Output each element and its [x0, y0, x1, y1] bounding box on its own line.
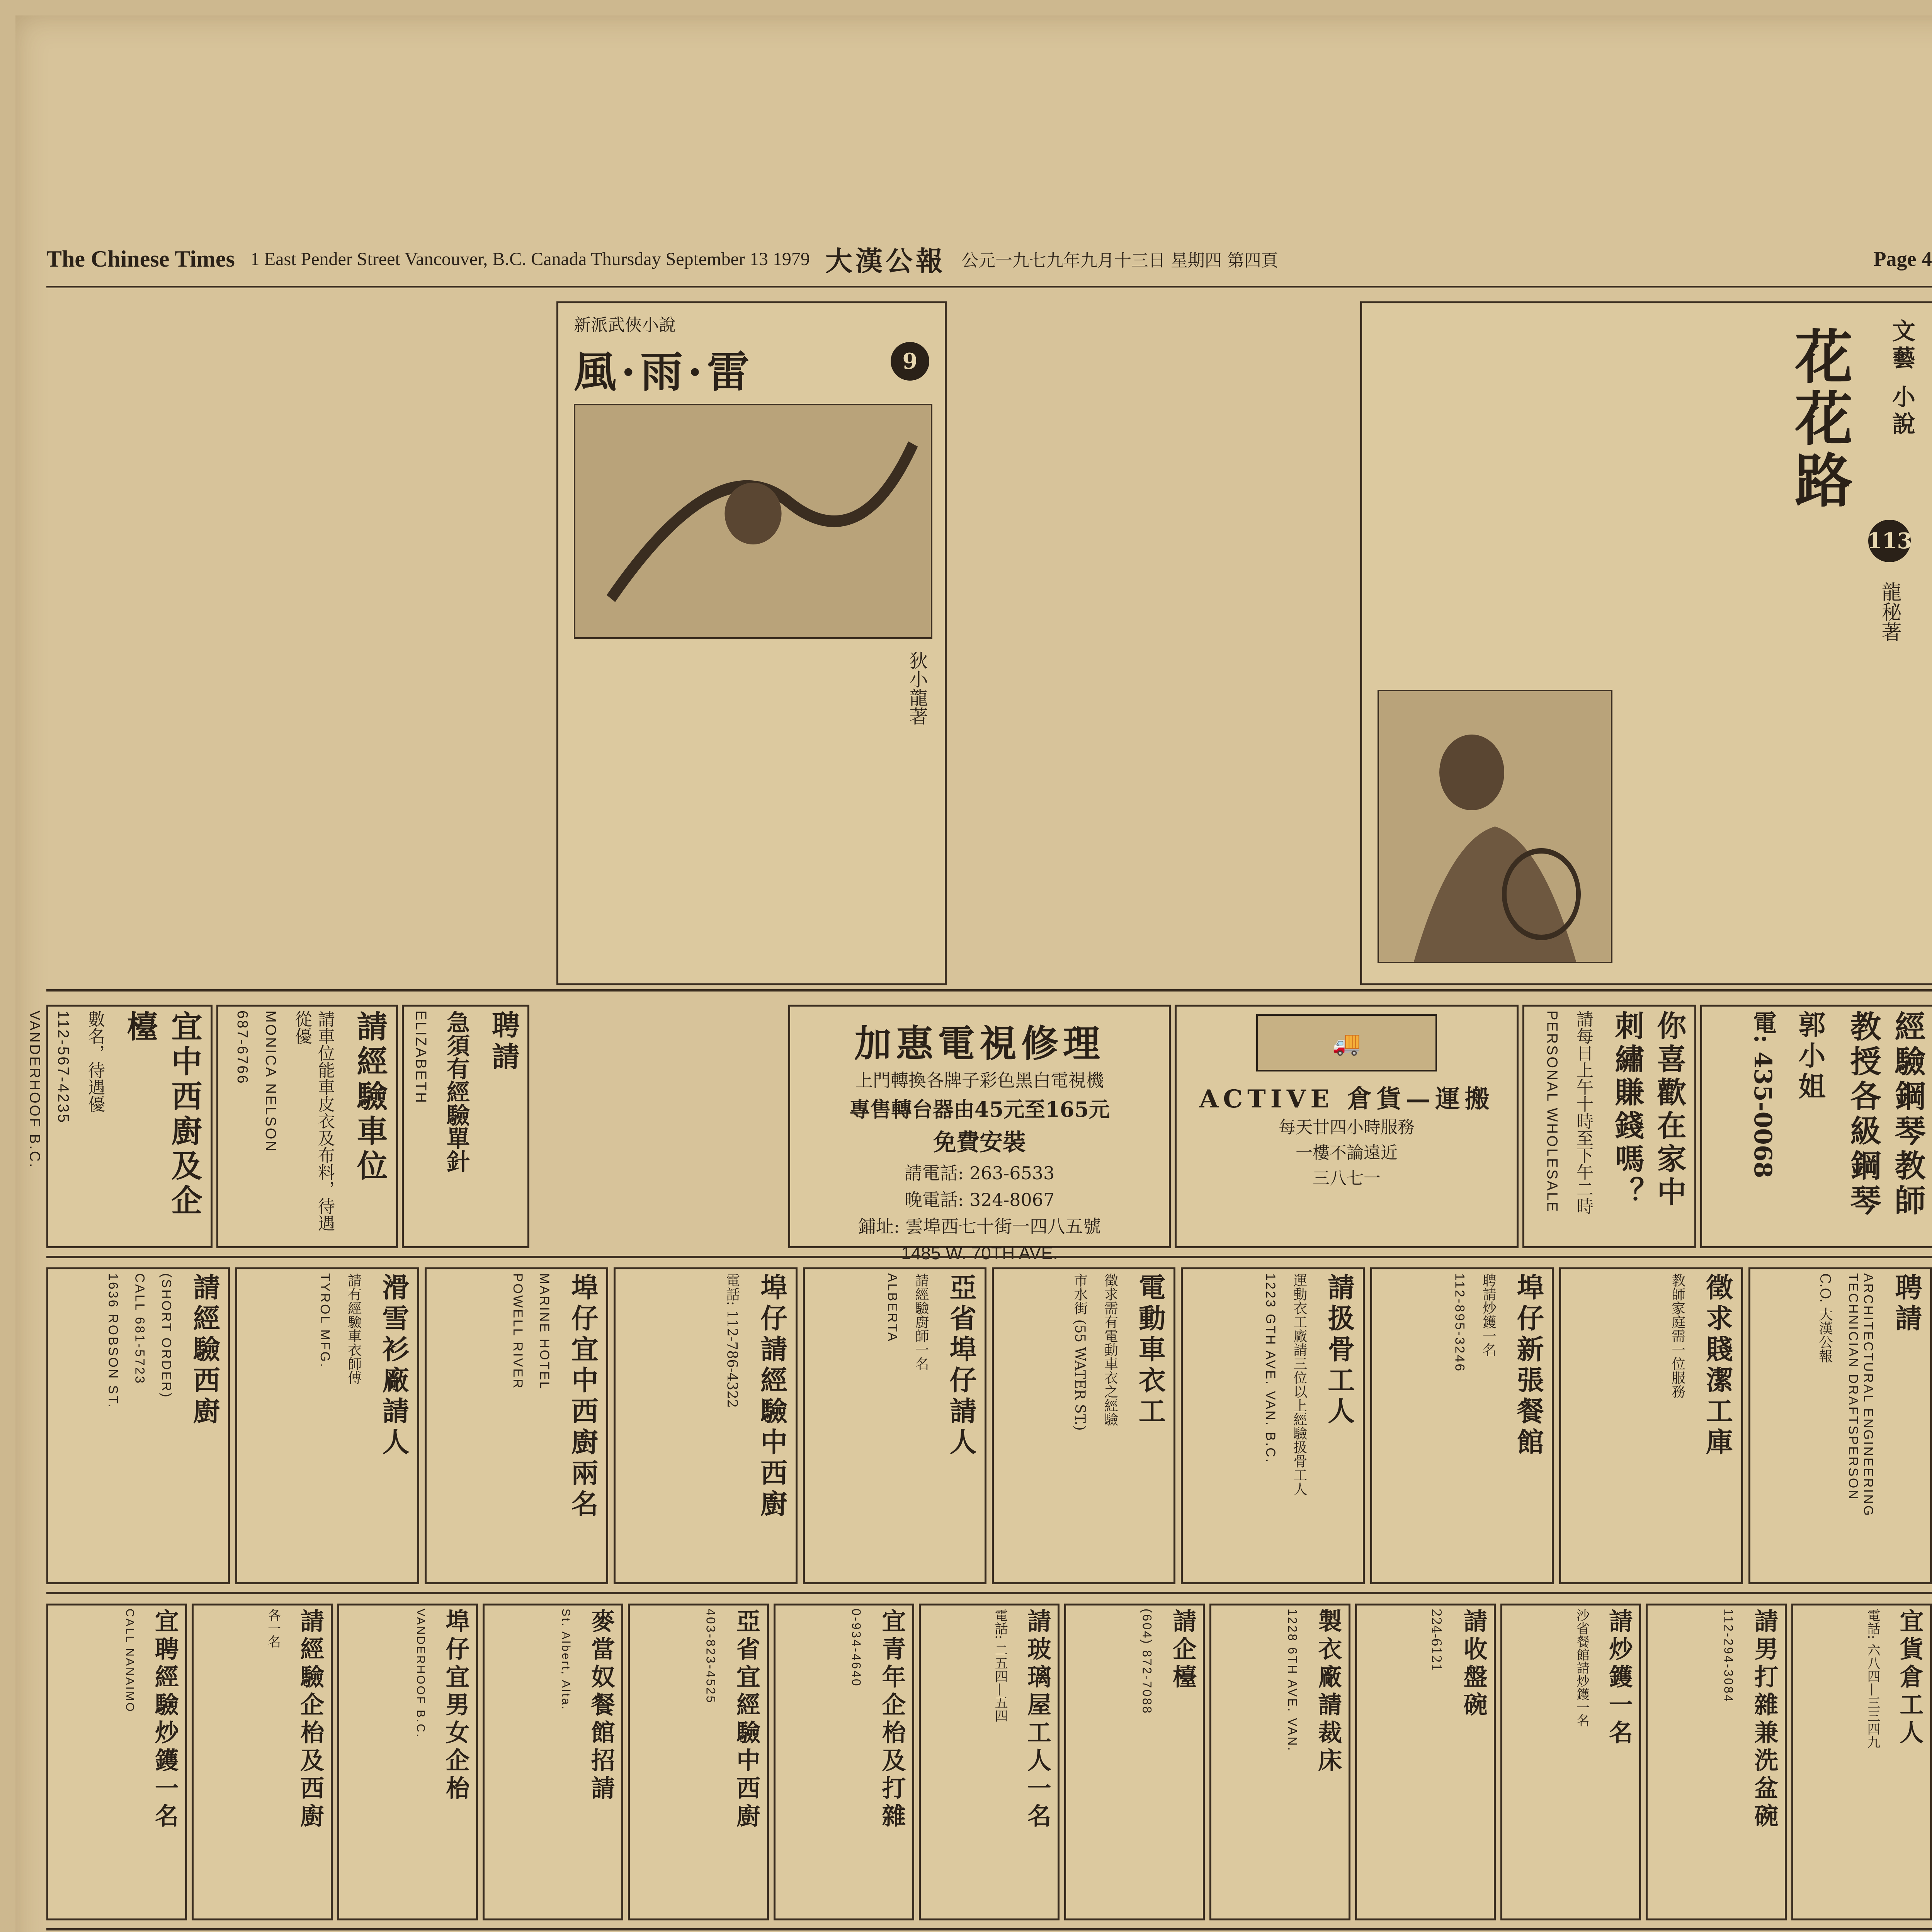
- section-label: 文藝 小說: [1888, 319, 1915, 439]
- ad-title: 請炒鑊一名: [1605, 1609, 1633, 1748]
- ad-line: CALL NANAIMO: [123, 1609, 136, 1713]
- ad-nanaimo-cook: [46, 1604, 187, 1920]
- ad-title: 請經驗車位: [352, 1010, 388, 1184]
- novel-illustration: [574, 404, 932, 639]
- ad-line: 教師家庭需一位服務: [1669, 1273, 1685, 1398]
- ad-title: 宜聘經驗炒鑊一名: [151, 1609, 179, 1831]
- ad-waiter-western-cook: [192, 1604, 332, 1920]
- ad-title: 電動車衣工: [1134, 1273, 1167, 1428]
- ad-line: MARINE HOTEL: [537, 1273, 552, 1391]
- truck-icon: 🚚: [1256, 1014, 1437, 1071]
- ad-busboy: [1355, 1604, 1496, 1920]
- ad-line: 免費安裝: [933, 1129, 1026, 1156]
- ad-ski-jacket: [235, 1267, 419, 1584]
- ad-line: 電話: 112-786-4322: [724, 1273, 740, 1408]
- address-line: 1 East Pender Street Vancouver, B.C. Canada Thursday September 13 1979: [250, 248, 810, 269]
- novel-illustration: [1378, 690, 1612, 963]
- ad-line: TYROL MFG.: [318, 1273, 333, 1369]
- ad-line: 請有經驗車衣師傅: [345, 1273, 362, 1384]
- ad-wok-cook: [1500, 1604, 1641, 1920]
- ad-line: 聘請炒鑊一名: [1480, 1273, 1497, 1357]
- ad-line: CALL 681-5723: [132, 1273, 147, 1385]
- ad-line: 一樓不論遠近: [1296, 1143, 1398, 1163]
- ad-cook-waiter: [26, 1005, 213, 1248]
- ad-line: 請經驗廚師一名: [913, 1273, 929, 1371]
- ad-line: 687-6766: [234, 1010, 251, 1085]
- ad-tv-repair: [788, 1005, 1171, 1263]
- episode-badge: 113: [1868, 520, 1911, 562]
- ad-architectural-technician: [1748, 1267, 1932, 1584]
- ad-title: 請玻璃屋工人一名: [1023, 1609, 1052, 1831]
- ad-line: 0-934-4640: [849, 1609, 863, 1687]
- ad-cleaner-wanted: [1559, 1267, 1743, 1584]
- ad-line: 三八七一: [1313, 1168, 1381, 1188]
- ad-new-restaurant: [1370, 1267, 1554, 1584]
- ad-line: 各一名: [265, 1609, 281, 1648]
- ad-title: 埠仔宜男女企枱: [441, 1609, 470, 1803]
- ad-power-sewing: [992, 1267, 1175, 1584]
- ad-alberta-town: [803, 1267, 986, 1584]
- ad-line: 數名，待遇優: [85, 1010, 105, 1112]
- novel-title: 風·雨·雷: [574, 347, 754, 397]
- ad-title: 請經驗企枱及西廚: [296, 1609, 325, 1831]
- ad-title: 經驗鋼琴教師 教授各級鋼琴: [1845, 1010, 1926, 1219]
- ad-line: C.O. 大漢公報: [1817, 1273, 1833, 1363]
- chinese-title: 大漢公報: [825, 245, 946, 277]
- ad-title: 聘請: [487, 1010, 520, 1074]
- ad-line: ARCHITECTURAL ENGINEERING TECHNICIAN DRAFTSPERSON: [1846, 1273, 1876, 1517]
- novel-category: 新派武俠小說: [574, 315, 676, 335]
- ad-glasshouse: [919, 1604, 1060, 1920]
- novel-author: 狄小龍著: [906, 651, 928, 725]
- ad-marine-hotel: [425, 1267, 608, 1584]
- ad-title: 宜青年企枱及打雜: [878, 1609, 906, 1831]
- ad-line: 電: 435-0068: [1749, 1010, 1777, 1179]
- section-divider: [46, 1256, 1932, 1258]
- ad-title: 請扱骨工人: [1323, 1273, 1355, 1428]
- ad-line: 1485 W. 70TH AVE.: [901, 1243, 1058, 1263]
- ad-line: 每天廿四小時服務: [1279, 1117, 1415, 1137]
- masthead: [46, 232, 1932, 288]
- ad-line: 1636 ROBSON ST.: [105, 1273, 121, 1409]
- ad-title: 製衣廠請裁床: [1314, 1609, 1342, 1776]
- ad-active-moving: [1175, 1005, 1519, 1248]
- serial-novel-flower-road: [1360, 301, 1932, 985]
- ad-line: 電話: 二五四—五四: [992, 1609, 1008, 1723]
- ad-waiter: [1064, 1604, 1205, 1920]
- ad-line: 請車位能車皮衣及布料，待遇從優: [292, 1010, 335, 1231]
- ad-line: 晚電話: 324-8067: [904, 1189, 1055, 1210]
- episode-badge: 9: [891, 342, 929, 381]
- serial-novel-wind-rain-thunder: [556, 301, 947, 985]
- ad-young-waiter: [774, 1604, 914, 1920]
- ad-line: 112-567-4235: [54, 1010, 72, 1124]
- novel-author: 龍秘著: [1878, 582, 1901, 642]
- ad-title: 滑雪衫廠請人: [378, 1273, 410, 1459]
- ad-title: 請經驗西廚: [189, 1273, 221, 1428]
- ad-title: 埠仔新張餐館: [1512, 1273, 1545, 1459]
- english-title: The Chinese Times: [46, 246, 235, 272]
- ad-town-waiters: [337, 1604, 478, 1920]
- ad-line: 224-6121: [1429, 1609, 1444, 1672]
- section-divider: [46, 989, 1932, 992]
- ad-line: 急須有經驗單針: [443, 1010, 470, 1173]
- page-number: Page 4: [1873, 247, 1932, 270]
- ad-line: MONICA NELSON: [262, 1010, 279, 1153]
- ad-line: 上門轉換各牌子彩色黑白電視機: [855, 1070, 1104, 1091]
- ad-line: ELIZABETH: [413, 1010, 429, 1104]
- ad-line: 徵求需有電動車衣之經驗: [1102, 1273, 1118, 1426]
- ad-line: 請每日上午十時至下午二時: [1573, 1010, 1593, 1214]
- ad-line: St. Albert, Alta.: [560, 1609, 573, 1711]
- chinese-date: 公元一九七九年九月十三日 星期四 第四頁: [961, 251, 1278, 270]
- ad-line: 沙省餐館請炒鑊一名: [1574, 1609, 1590, 1727]
- ad-line: VANDERHOOF B.C.: [26, 1010, 43, 1169]
- ad-title: 埠仔宜中西廚兩名: [567, 1273, 599, 1520]
- ad-title: 徵求賤潔工庫: [1701, 1273, 1734, 1459]
- ad-line: 專售轉台器由45元至165元: [849, 1097, 1110, 1122]
- section-divider: [46, 1592, 1932, 1594]
- ad-hiring-single-needle: [402, 1005, 529, 1248]
- ad-row-3: [46, 1604, 1932, 1920]
- ad-row-2: [46, 1267, 1932, 1584]
- ad-line: VANDERHOOF B.C.: [414, 1609, 427, 1739]
- ad-title: 請男打雜兼洗盆碗: [1750, 1609, 1779, 1831]
- section-divider: [46, 1928, 1932, 1930]
- ad-title: 加惠電視修理: [854, 1022, 1105, 1065]
- ad-alberta-cook: [628, 1604, 769, 1920]
- ad-title: ACTIVE 倉貨—運搬: [1199, 1085, 1494, 1114]
- ad-line: (604) 872-7088: [1140, 1609, 1154, 1715]
- ad-line: (SHORT ORDER): [159, 1273, 174, 1399]
- ad-title: 埠仔請經驗中西廚: [756, 1273, 788, 1520]
- ad-piano-teacher: [1700, 1005, 1932, 1248]
- ad-line: 電話: 六八四—三三四九: [1865, 1609, 1880, 1749]
- ad-line: 請電話: 263-6533: [904, 1163, 1055, 1184]
- ad-title: 宜貨倉工人: [1896, 1609, 1924, 1748]
- ad-warehouse-worker: [1791, 1604, 1932, 1920]
- ad-line: 1228 6TH AVE. VAN.: [1285, 1609, 1299, 1752]
- newspaper-page: [15, 15, 1932, 1932]
- ad-line: 運動衣工廠請三位以上經驗扱骨工人: [1291, 1273, 1307, 1496]
- ad-dishwasher: [1646, 1604, 1786, 1920]
- ad-town-cook: [614, 1267, 797, 1584]
- ad-line: 鋪址: 雲埠西七十街一四八五號: [858, 1216, 1101, 1237]
- ad-line: 市水街 (55 WATER ST.): [1071, 1273, 1088, 1431]
- ad-title: 請收盤碗: [1459, 1609, 1488, 1720]
- ad-title: 宜中西廚及企檯: [122, 1010, 202, 1219]
- ad-title: 麥當奴餐館招請: [587, 1609, 616, 1803]
- ad-garment-cutter: [1209, 1604, 1350, 1920]
- ad-line: POWELL RIVER: [510, 1273, 526, 1390]
- ad-line: ALBERTA: [885, 1273, 900, 1343]
- ad-title: 聘請: [1891, 1273, 1923, 1335]
- ad-bone-worker: [1181, 1267, 1364, 1584]
- ad-mcdonald-restaurant: [483, 1604, 623, 1920]
- ad-title: 你喜歡在家中刺繡賺錢嗎？: [1610, 1010, 1687, 1210]
- novel-title: 花花路: [1785, 327, 1853, 512]
- ad-line: 112-895-3246: [1452, 1273, 1467, 1373]
- ad-line: 403-823-4525: [704, 1609, 718, 1704]
- ad-sewing-operator: [216, 1005, 398, 1248]
- ad-line: 郭小姐: [1794, 1010, 1826, 1103]
- ad-title: 請企檯: [1168, 1609, 1197, 1692]
- ad-line: PERSONAL WHOLESALE: [1544, 1010, 1560, 1213]
- ad-embroidery: [1522, 1005, 1696, 1248]
- ad-line: 1223 GTH AVE. VAN. B.C.: [1263, 1273, 1278, 1464]
- ad-line: 112-294-3084: [1721, 1609, 1736, 1703]
- ad-title: 亞省埠仔請人: [945, 1273, 977, 1459]
- ad-title: 亞省宜經驗中西廚: [732, 1609, 761, 1831]
- ad-western-cook: [46, 1267, 230, 1584]
